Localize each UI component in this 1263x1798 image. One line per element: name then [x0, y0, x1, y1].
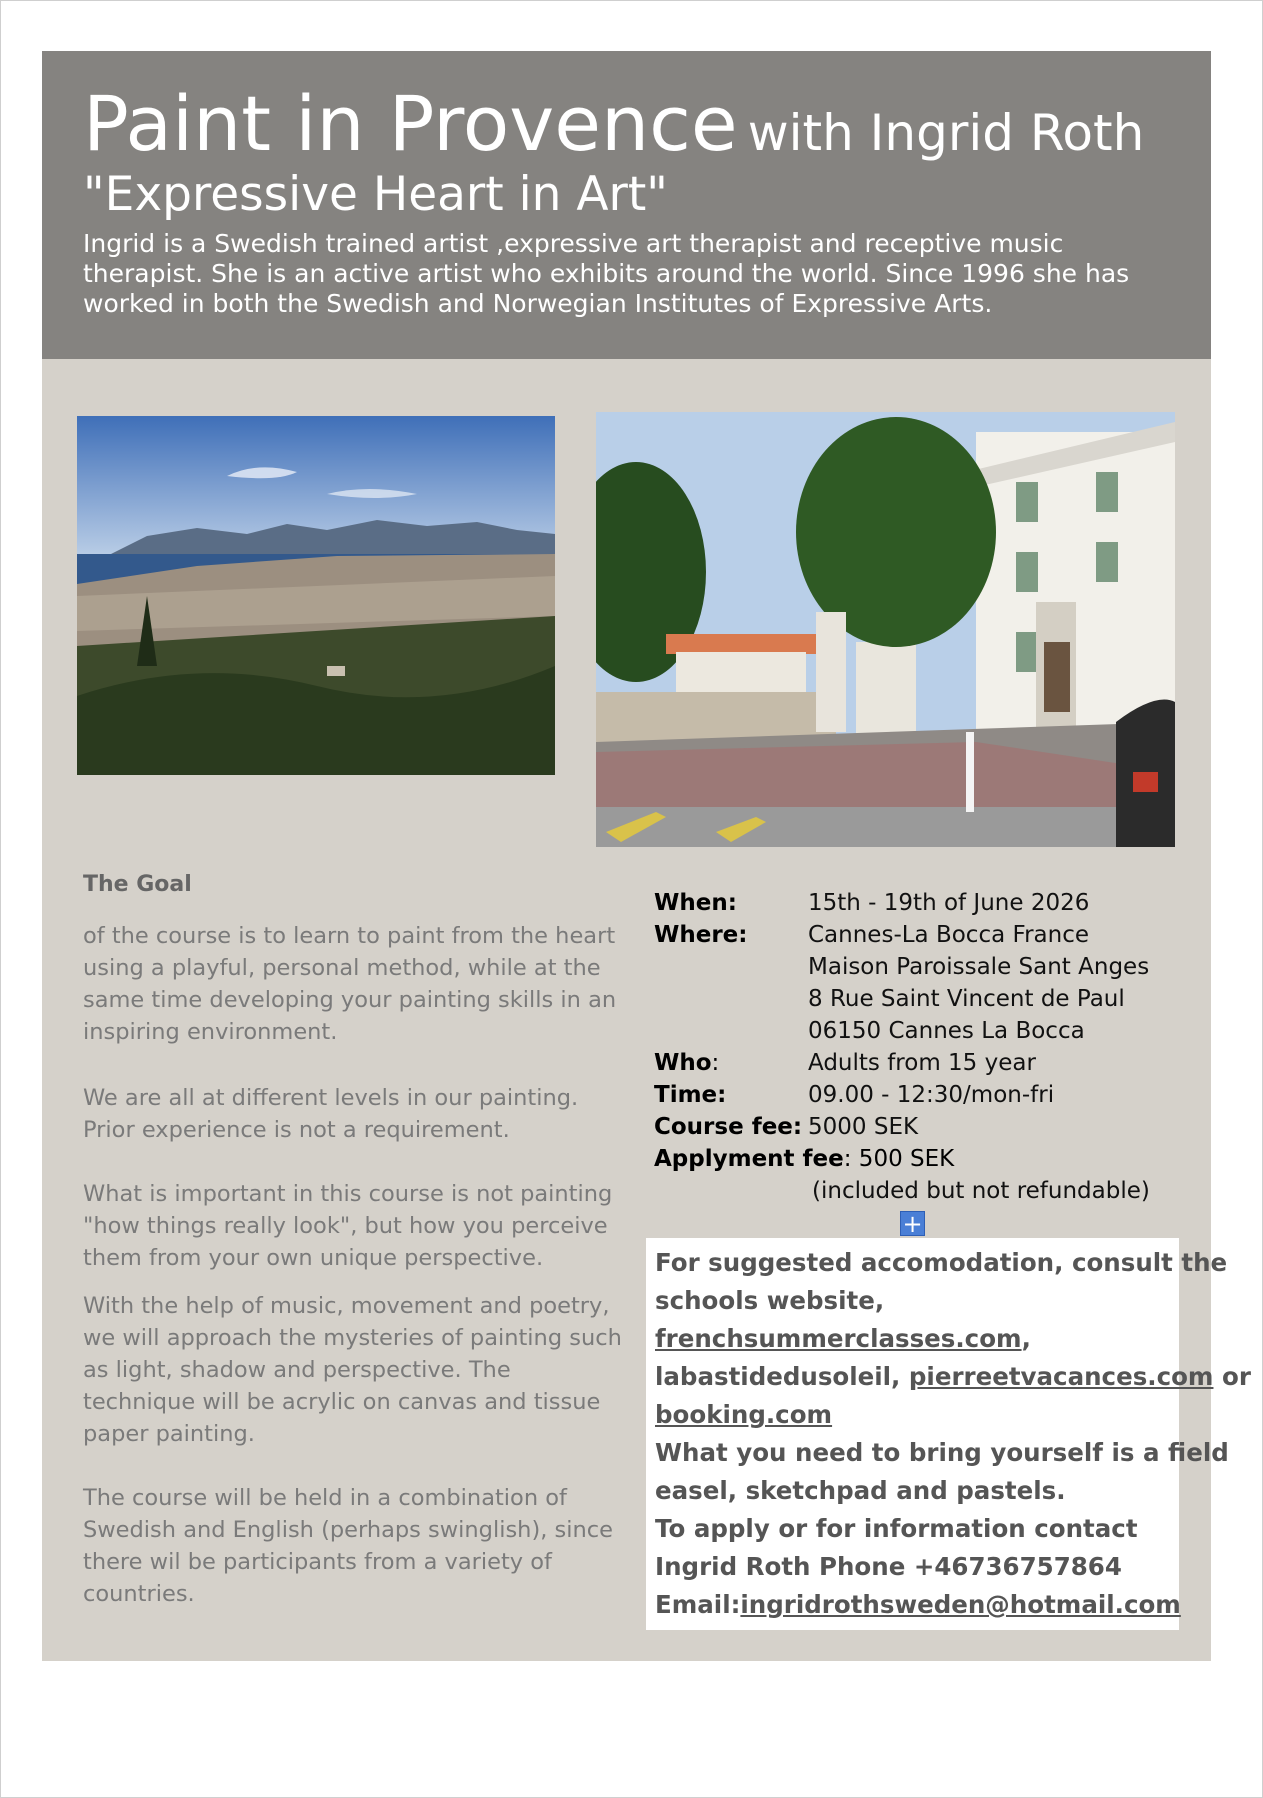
course-fee-value: 5000 SEK — [808, 1114, 919, 1140]
applyment-fee-label: Applyment fee — [654, 1146, 844, 1172]
contact-comma: , — [1021, 1324, 1031, 1353]
contact-email — [655, 1590, 1181, 1619]
header-banner — [42, 51, 1211, 359]
time-value: 09.00 - 12:30/mon-fri — [808, 1082, 1055, 1108]
where-line-4: 06150 Cannes La Bocca — [808, 1018, 1085, 1044]
intro-text: Ingrid is a Swedish trained artist ,expressive art therapist and receptive music therapist. She is an active artist who exhibits around the world. Since 1996 she has worked in both the Swedish and Norwegian Institutes of Expressive Arts. — [83, 229, 1130, 318]
goal-heading: The Goal — [83, 872, 192, 897]
who-value: Adults from 15 year — [808, 1050, 1036, 1076]
contact-line-4 — [655, 1362, 1251, 1391]
contact-or: or — [1213, 1362, 1251, 1391]
time-label: Time: — [654, 1082, 727, 1108]
contact-line-6: What you need to bring yourself is a field — [655, 1438, 1229, 1467]
where-line-3: 8 Rue Saint Vincent de Paul — [808, 986, 1125, 1012]
email-link[interactable]: ingridrothsweden@hotmail.com — [740, 1590, 1181, 1619]
who-label — [654, 1050, 719, 1076]
contact-line-3 — [655, 1324, 1031, 1353]
contact-line-1: For suggested accomodation, consult the — [655, 1248, 1228, 1277]
applyment-fee-note: (included but not refundable) — [812, 1178, 1150, 1204]
email-label: Email: — [655, 1590, 741, 1619]
goal-paragraph-5: The course will be held in a combination of Swedish and English (perhaps swinglish), since there wil be participants from a variety of countries. — [83, 1485, 613, 1607]
goal-paragraph-2: We are all at different levels in our painting. Prior experience is not a requirement. — [83, 1085, 579, 1143]
labastidedusoleil-text: labastidedusoleil, — [655, 1362, 909, 1391]
applyment-fee-value: : 500 SEK — [843, 1146, 955, 1172]
who-label-text: Who — [654, 1050, 712, 1076]
goal-paragraph-1: of the course is to learn to paint from the heart using a playful, personal method, while at the same time developing your painting skills in an inspiring environment. — [83, 923, 617, 1045]
title-with: with Ingrid Roth — [747, 104, 1145, 162]
where-line-2: Maison Paroissale Sant Anges — [808, 954, 1150, 980]
subtitle: "Expressive Heart in Art" — [83, 167, 668, 222]
school-building-photo — [596, 412, 1175, 847]
where-line-1: Cannes-La Bocca France — [808, 922, 1089, 948]
applyment-fee — [654, 1146, 954, 1172]
contact-box — [646, 1238, 1251, 1630]
add-button[interactable]: + — [900, 1211, 925, 1236]
where-label: Where: — [654, 922, 748, 948]
coast-photo — [77, 416, 555, 775]
page-title — [83, 79, 1144, 168]
when-label: When: — [654, 890, 737, 916]
course-fee-label: Course fee: — [654, 1114, 803, 1140]
title-main: Paint in Provence — [83, 79, 738, 168]
frenchsummerclasses-link[interactable]: frenchsummerclasses.com — [655, 1324, 1022, 1353]
goal-paragraph-4: With the help of music, movement and poetry, we will approach the mysteries of painting such as light, shadow and perspective. The technique will be acrylic on canvas and tissue paper painting. — [83, 1293, 622, 1447]
when-value: 15th - 19th of June 2026 — [808, 890, 1090, 916]
pierreetvacances-link[interactable]: pierreetvacances.com — [908, 1362, 1214, 1391]
contact-line-8: To apply or for information contact — [655, 1514, 1138, 1543]
contact-line-2: schools website, — [655, 1286, 885, 1315]
contact-phone: Ingrid Roth Phone +46736757864 — [655, 1552, 1122, 1581]
booking-link[interactable]: booking.com — [655, 1400, 833, 1429]
goal-paragraph-3: What is important in this course is not painting "how things really look", but how you perceive them from your own unique perspective. — [83, 1181, 613, 1271]
who-colon: : — [711, 1050, 720, 1076]
contact-line-7: easel, sketchpad and pastels. — [655, 1476, 1066, 1505]
contact-line-5 — [655, 1400, 832, 1429]
